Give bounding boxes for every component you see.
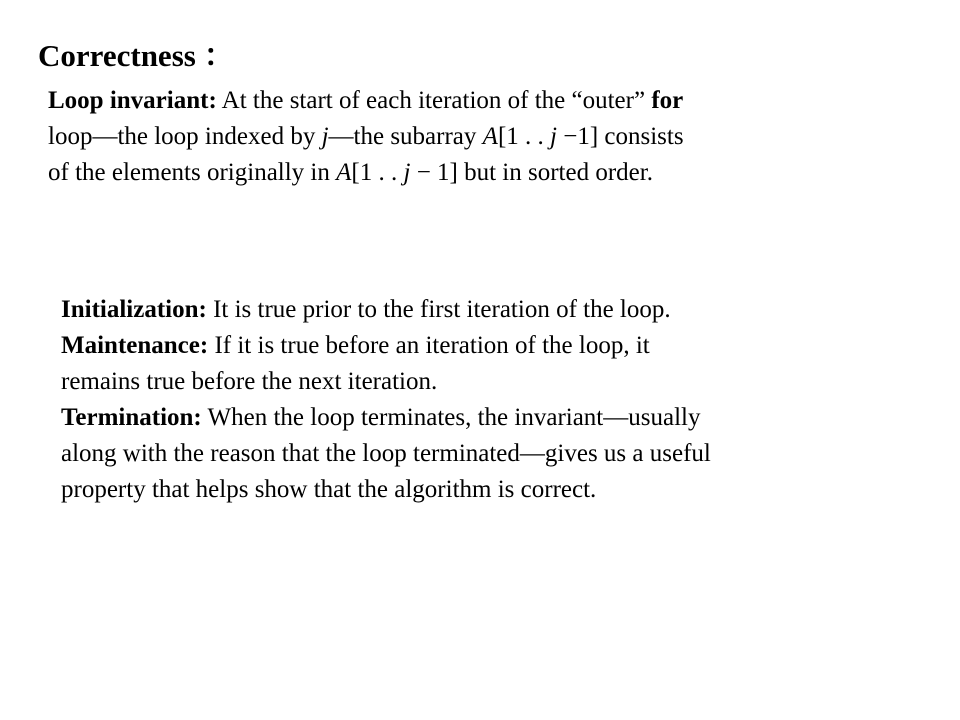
invariant-line-3-c: − 1] but in sorted order. (410, 159, 653, 186)
invariant-label: Loop invariant: (48, 87, 217, 114)
invariant-line-1-text: At the start of each iteration of the “outer” (216, 87, 652, 114)
invariant-line-3-b: [1 . . (351, 159, 404, 186)
invariant-line-2 (48, 119, 888, 155)
maintenance-text-1: If it is true before an iteration of the loop, it (208, 332, 650, 359)
maintenance-line-2: remains true before the next iteration. (61, 368, 438, 395)
termination-label: Termination: (61, 404, 202, 431)
invariant-line-3-a: of the elements originally in (48, 159, 337, 186)
initialization-label: Initialization: (61, 296, 207, 323)
var-A: A (336, 159, 352, 186)
slide-title: Correctness ： (38, 38, 235, 73)
invariant-line-2-d: −1] consists (556, 123, 684, 150)
invariant-line-1 (48, 83, 888, 119)
var-A: A (482, 123, 498, 150)
for-keyword: for (651, 87, 684, 114)
var-j: j (321, 123, 329, 150)
initialization-text: It is true prior to the first iteration of the loop. (206, 296, 671, 323)
invariant-line-2-a: loop—the loop indexed by (48, 123, 322, 150)
invariant-line-2-b: —the subarray (328, 123, 483, 150)
maintenance-line-1 (61, 328, 901, 364)
termination-line-2: along with the reason that the loop terminated—gives us a useful (61, 440, 711, 467)
termination-text-1: When the loop terminates, the invariant—usually (201, 404, 701, 431)
var-j: j (550, 123, 557, 150)
invariant-line-2-c: [1 . . (497, 123, 551, 150)
loop-invariant-paragraph (48, 83, 888, 191)
termination-line-1 (61, 400, 901, 436)
initialization-line (61, 292, 901, 328)
termination-line-3: property that helps show that the algorithm is correct. (61, 476, 597, 503)
var-j: j (403, 159, 411, 186)
invariant-conditions-paragraph (61, 292, 901, 508)
maintenance-label: Maintenance: (61, 332, 209, 359)
invariant-line-3 (48, 155, 888, 191)
